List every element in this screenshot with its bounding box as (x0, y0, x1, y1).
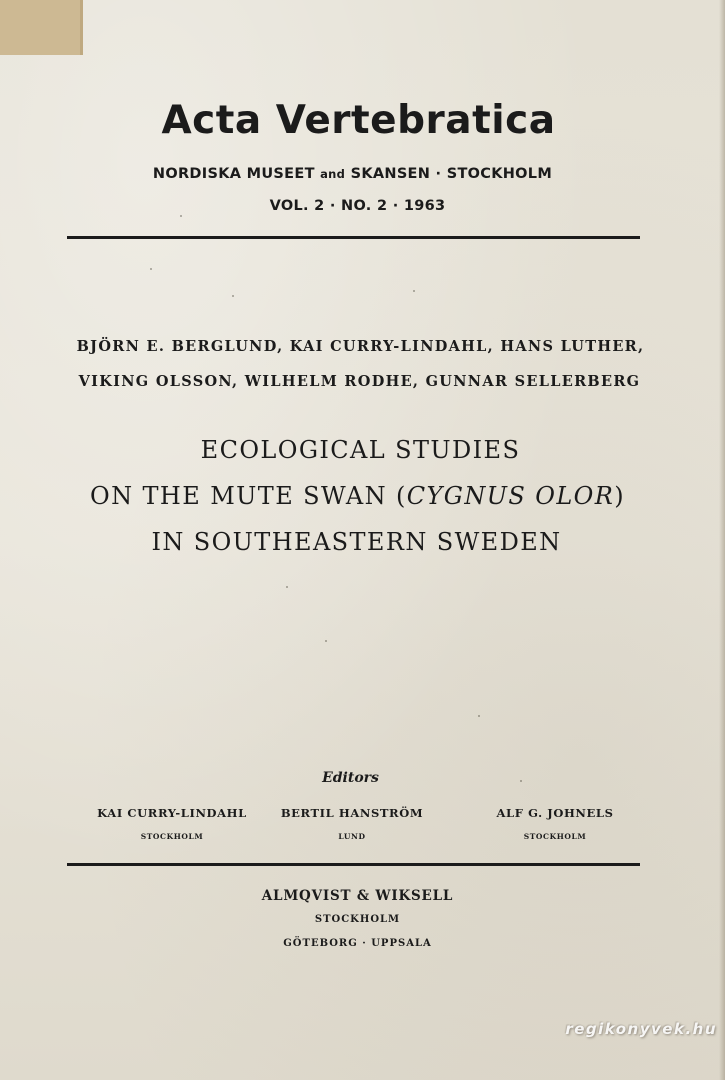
editor-city: STOCKHOLM (523, 832, 587, 841)
paper-speck (520, 780, 522, 782)
imprint-publisher: ALMQVIST & WIKSELL (261, 888, 454, 904)
editors-label: Editors (322, 770, 379, 786)
paper-speck (150, 268, 152, 270)
editor-2 (252, 806, 452, 841)
corner-tab (0, 0, 80, 55)
editor-1 (72, 806, 272, 841)
paper-speck (286, 586, 288, 588)
article-title-line-2 (0, 482, 720, 510)
editor-city: LUND (338, 832, 366, 841)
volume-line: VOL. 2 · NO. 2 · 1963 (269, 198, 446, 214)
authors-line-2: VIKING OLSSON, WILHELM RODHE, GUNNAR SELLERBERG (78, 373, 641, 390)
species-name: CYGNUS OLOR (406, 482, 615, 510)
publisher-part-1: NORDISKA MUSEET (152, 166, 315, 182)
editor-name: KAI CURRY-LINDAHL (97, 806, 247, 820)
editor-city: STOCKHOLM (140, 832, 204, 841)
site-watermark: regikonyvek.hu (565, 1020, 717, 1038)
article-title-line-2-post: ) (614, 482, 625, 510)
bottom-divider (67, 863, 640, 866)
paper-speck (413, 290, 415, 292)
paper-speck (180, 215, 182, 217)
authors-line-1: BJÖRN E. BERGLUND, KAI CURRY-LINDAHL, HANS LUTHER, (76, 338, 645, 355)
article-title-line-1: ECOLOGICAL STUDIES (200, 436, 521, 464)
journal-title: Acta Vertebratica (161, 98, 556, 143)
editor-name: ALF G. JOHNELS (496, 806, 614, 820)
paper-speck (232, 295, 234, 297)
paper-speck (478, 715, 480, 717)
publisher-line (0, 166, 715, 182)
article-title-line-3: IN SOUTHEASTERN SWEDEN (151, 528, 562, 556)
paper-speck (325, 640, 327, 642)
editor-3 (455, 806, 655, 841)
imprint-city: STOCKHOLM (314, 914, 401, 925)
article-title-line-2-pre: ON THE MUTE SWAN ( (90, 482, 407, 510)
publisher-and: and (320, 167, 346, 181)
editor-name: BERTIL HANSTRÖM (280, 806, 424, 820)
corner-tab-edge (80, 0, 83, 55)
publisher-part-2: SKANSEN · STOCKHOLM (350, 166, 553, 182)
imprint-cities: GÖTEBORG · UPPSALA (283, 938, 432, 949)
top-divider (67, 236, 640, 239)
